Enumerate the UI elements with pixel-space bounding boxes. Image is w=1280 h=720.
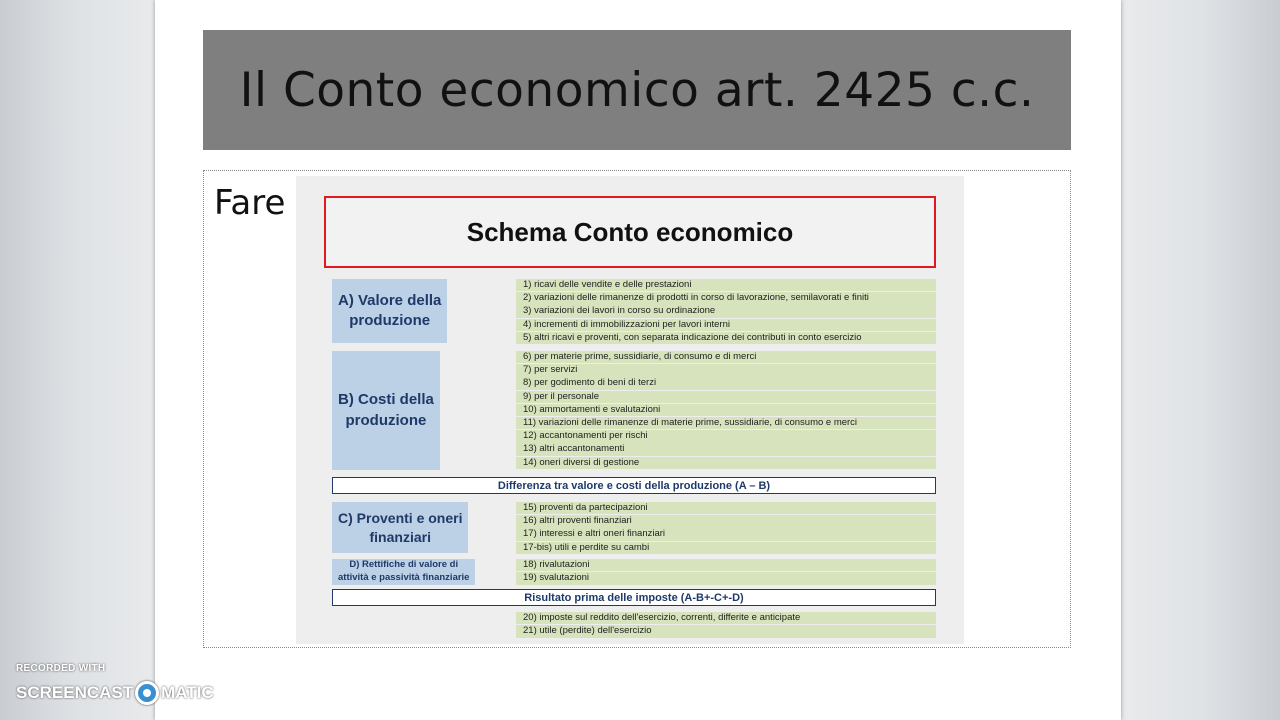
difference-row (332, 477, 936, 494)
list-item: 15) proventi da partecipazioni (516, 502, 936, 514)
schema-heading-box (324, 196, 936, 268)
section-d-box (332, 559, 475, 585)
watermark-brand-left: SCREENCAST (16, 683, 134, 702)
list-item: 11) variazioni delle rimanenze di materie prime, sussidiarie, di consumo e merci (516, 417, 936, 429)
screencast-watermark (16, 663, 214, 702)
list-item: 7) per servizi (516, 364, 936, 376)
schema-heading: Schema Conto economico (466, 216, 794, 247)
list-item: 9) per il personale (516, 391, 936, 403)
title-bar (203, 30, 1071, 150)
result-row (332, 589, 936, 606)
content-box (203, 170, 1071, 648)
list-item: 20) imposte sul reddito dell'esercizio, correnti, differite e anticipate (516, 612, 936, 624)
list-item: 1) ricavi delle vendite e delle prestazioni (516, 279, 936, 291)
watermark-brand-right: MATIC (161, 683, 214, 702)
difference-label: Differenza tra valore e costi della produzione (A – B) (497, 479, 771, 492)
list-item: 12) accantonamenti per rischi (516, 430, 936, 442)
section-b-items (516, 351, 936, 470)
list-item: 5) altri ricavi e proventi, con separata indicazione dei contributi in conto esercizio (516, 332, 936, 344)
list-item: 19) svalutazioni (516, 572, 936, 584)
list-item: 4) incrementi di immobilizzazioni per lavori interni (516, 319, 936, 331)
section-d-label: D) Rettifiche di valore di attività e passività finanziarie (338, 559, 470, 583)
list-item: 14) oneri diversi di gestione (516, 457, 936, 469)
slide (155, 0, 1121, 720)
list-item: 13) altri accantonamenti (516, 443, 936, 455)
list-item: 17) interessi e altri oneri finanziari (516, 528, 936, 540)
section-c-items (516, 502, 936, 555)
result-label: Risultato prima delle imposte (A-B+-C+-D) (524, 591, 744, 604)
section-a-box (332, 279, 447, 343)
list-item: 17-bis) utili e perdite su cambi (516, 542, 936, 554)
section-c-box (332, 502, 468, 553)
section-b-box (332, 351, 440, 470)
list-item: 16) altri proventi finanziari (516, 515, 936, 527)
schema-image (296, 176, 964, 644)
section-b-label: B) Costi della produzione (338, 391, 434, 429)
section-c-label: C) Proventi e oneri finanziari (338, 509, 463, 545)
list-item: 10) ammortamenti e svalutazioni (516, 404, 936, 416)
list-item: 18) rivalutazioni (516, 559, 936, 571)
watermark-brand (16, 681, 214, 705)
watermark-recorded-text: RECORDED WITH (16, 663, 106, 674)
list-item: 8) per godimento di beni di terzi (516, 377, 936, 389)
list-item: 2) variazioni delle rimanenze di prodotti in corso di lavorazione, semilavorati e finiti (516, 292, 936, 304)
screencast-logo-icon (135, 681, 159, 705)
list-item: 21) utile (perdite) dell'esercizio (516, 625, 936, 637)
section-a-items (516, 279, 936, 345)
section-d-items (516, 559, 936, 585)
slide-title: Il Conto economico art. 2425 c.c. (239, 62, 1035, 118)
list-item: 3) variazioni dei lavori in corso su ordinazione (516, 305, 936, 317)
list-item: 6) per materie prime, sussidiarie, di consumo e di merci (516, 351, 936, 363)
section-a-label: A) Valore della produzione (338, 291, 442, 329)
final-items (516, 612, 936, 638)
side-label: Fare (214, 183, 286, 223)
